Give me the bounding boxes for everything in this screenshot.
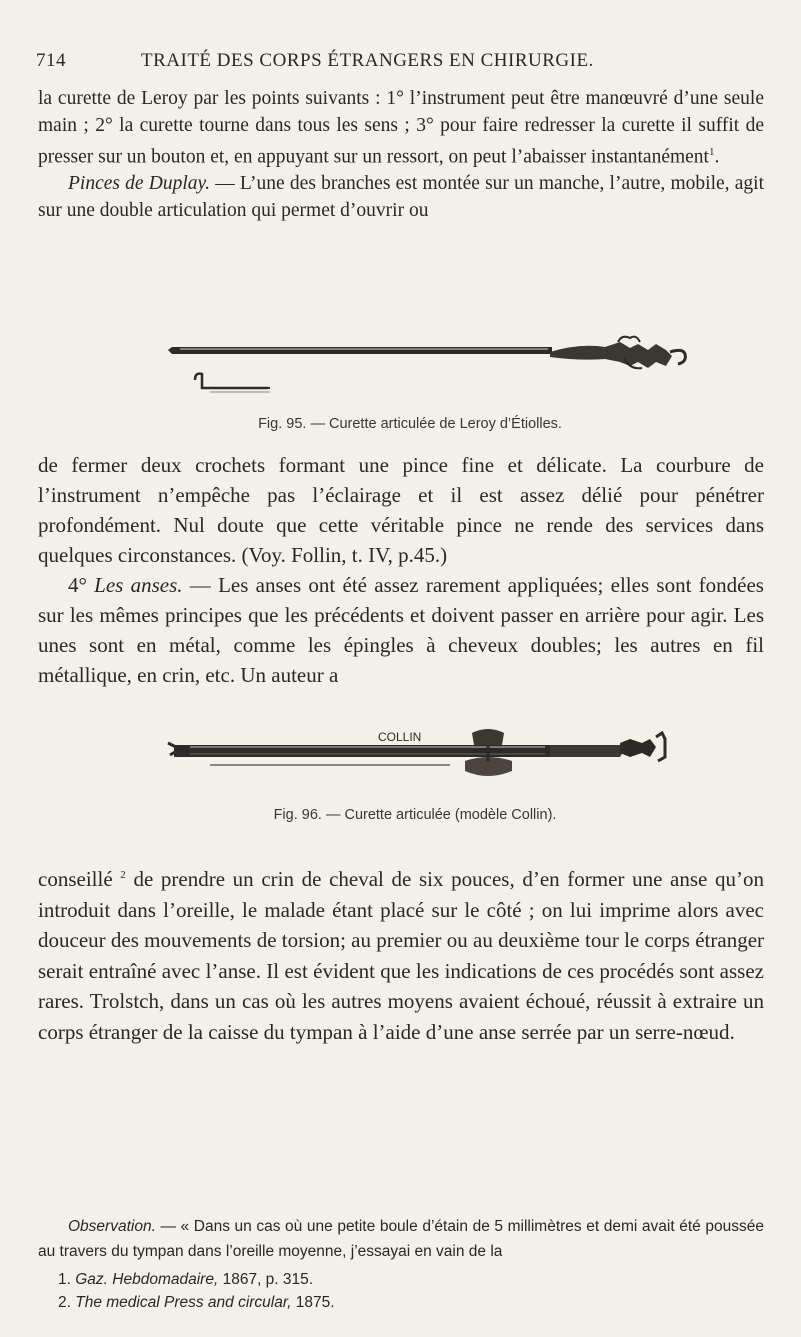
- paragraph-1: [38, 86, 764, 224]
- footnote-2-source: The medical Press and circular,: [75, 1294, 292, 1311]
- footnote-ref-1: 1: [708, 146, 715, 158]
- section-heading-anses: Les anses.: [94, 573, 183, 597]
- observation-label: Observation.: [68, 1218, 156, 1235]
- paragraph-1-text-b: .: [714, 146, 720, 168]
- paragraph-3: [38, 860, 764, 1047]
- footnote-2: [58, 1291, 758, 1314]
- paragraph-1-text-c: — L’une des branches est montée sur un manche, l’autre, mobile, agit sur une double articulation qui permet d’ouvrir ou: [38, 173, 764, 221]
- figure-95-caption: Fig. 95. — Curette articulée de Leroy d’Étiolles.: [258, 416, 562, 432]
- footnote-1-detail: 1867, p. 315.: [218, 1271, 314, 1288]
- paragraph-2-text-b: — Les anses ont été assez rarement appliquées; elles sont fondées sur les mêmes principes que les précédents et doivent passer en arrière pour agir. Les unes sont en métal, comme les épingles à cheveux doubles; les autres en fil métallique, en crin, etc. Un auteur a: [38, 573, 764, 687]
- paragraph-2-text-a: de fermer deux crochets formant une pince fine et délicate. La courbure de l’instrument n’empêche pas l’éclairage et il est assez délié pour pénétrer profondément. Nul doute que cette véritable pince ne rende des services dans quelques circonstances. (Voy. Follin, t. IV, p.45.): [38, 453, 764, 567]
- engraving-label: COLLIN: [378, 730, 422, 744]
- observation-text: — « Dans un cas où une petite boule d’étain de 5 millimètres et demi avait été poussée au travers du tympan dans l’oreille moyenne, j’essayai en vain de la: [38, 1218, 764, 1260]
- paragraph-2: [38, 450, 764, 690]
- figure-95: [150, 328, 690, 436]
- running-header: [36, 50, 741, 80]
- footnotes: [58, 1268, 758, 1314]
- figure-96-caption: Fig. 96. — Curette articulée (modèle Collin).: [273, 807, 557, 823]
- section-heading-duplay: Pinces de Duplay.: [68, 173, 211, 194]
- footnote-1-source: Gaz. Hebdomadaire,: [75, 1271, 219, 1288]
- figure-96: [150, 723, 690, 833]
- page-number: 714: [36, 50, 66, 71]
- curette-leroy-illustration: [150, 328, 690, 408]
- paragraph-3-text-a: conseillé: [38, 867, 121, 891]
- footnote-1: [58, 1268, 758, 1291]
- paragraph-1-text-a: la curette de Leroy par les points suivants : 1° l’instrument peut être manœuvré d’une seule main ; 2° la curette tourne dans tous les sens ; 3° pour faire redresser la curette il suffit de presser sur un bouton et, en appuyant sur un ressort, on peut l’abaisser instantanément: [38, 88, 764, 168]
- observation-block: [38, 1214, 764, 1264]
- footnote-2-detail: 1875.: [291, 1294, 335, 1311]
- running-title: TRAITÉ DES CORPS ÉTRANGERS EN CHIRURGIE.: [141, 50, 594, 71]
- footnote-ref-2: 2: [120, 869, 126, 881]
- curette-collin-illustration: [150, 723, 690, 803]
- footnote-2-number: 2.: [58, 1294, 71, 1311]
- footnote-1-number: 1.: [58, 1271, 71, 1288]
- paragraph-3-text-b: de prendre un crin de cheval de six pouces, d’en former une anse qu’on introduit dans l’oreille, le malade étant placé sur le côté ; on lui imprime alors avec douceur des mouvements de torsion; au premier ou au deuxième tour le corps étranger serait entraîné avec l’anse. Il est évident que les indications de ces procédés sont assez rares. Trolstch, dans un cas où les autres moyens avaient échoué, réussit à extraire un corps étranger de la caisse du tympan à l’aide d’une anse serrée par un serre-nœud.: [38, 867, 765, 1044]
- section-number: 4°: [68, 573, 95, 597]
